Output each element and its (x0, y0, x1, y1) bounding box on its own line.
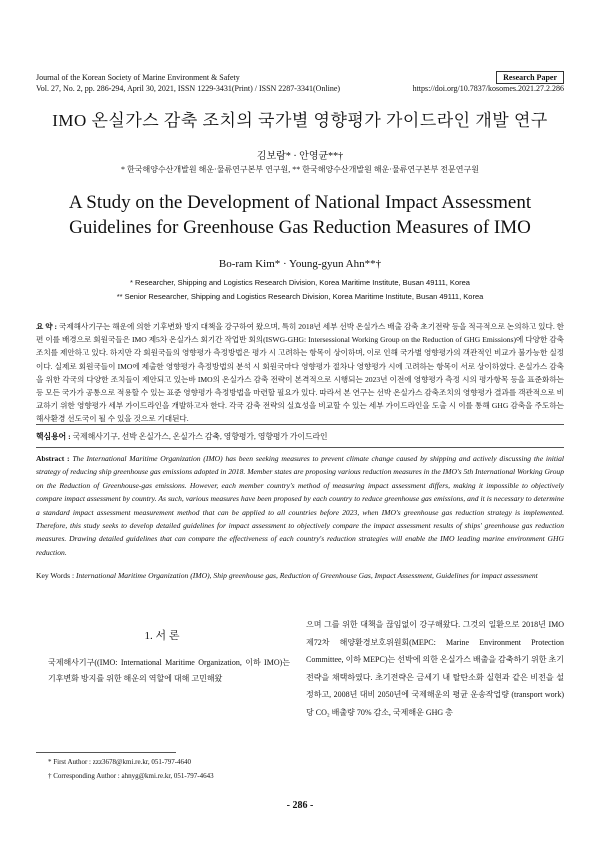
journal-name: Journal of the Korean Society of Marine Environment & Safety (36, 73, 240, 82)
korean-abstract-text: 국제해사기구는 해운에 의한 기후변화 방지 대책을 강구하여 왔으며, 특히 2018년 세부 선박 온실가스 배출 감축 초기전략 등을 적극적으로 논의하고 있다. 한편 이를 배경으로 회원국들은 IMO 제5차 온실가스 회기간 작업반 회의(ISWG-GHG: Intersessional Working Group on the Reduction of GHG Emissions)에 다양한 감축 조치를 제안하고 있다. 하지만 각 회원국들의 영향평가 측정방법은 평가 시 고려하는 항목이 상이하며, 이로 인해 국가별 영향평가의 객관적인 비교가 불가능한 실정이다. 실제로 회원국들이 IMO에 제출한 영향평가 측정방법의 분석 시 회원국마다 영향평가 절차나 영향평가 시에 고려하는 항목이 서로 상이하였다. 온실가스 감축을 위한 각국의 다양한 조치들이 제안되고 있는바 IMO의 온실가스 감축 전략이 본격적으로 시행되는 2023년 이전에 영향평가 측정 시의 평가항목 등을 표준화하는 등 모든 국가가 공통으로 적용할 수 있는 표준 영향평가 측정방법을 마련할 필요가 있다. 따라서 본 연구는 선박 온실가스 감축조치의 영향평가 결과를 객관적으로 비교하기 위한 영향평가 세부 가이드라인을 개발하고자 한다. 각국 감축 전략의 실효성을 비교할 수 있는 세부 가이드라인을 도출 시 이를 통해 GHG 감축을 주도하는 해사환경 선도국이 될 수 있을 것으로 기대된다. (36, 322, 564, 424)
footnote-corresponding-author: † Corresponding Author : ahnyg@kmi.re.kr, 051-797-4643 (48, 772, 214, 780)
doi-link[interactable]: https://doi.org/10.7837/kosomes.2021.27.2.286 (412, 84, 564, 93)
korean-keywords (36, 430, 564, 443)
footnote-divider (36, 752, 176, 753)
english-affiliation-2: ** Senior Researcher, Shipping and Logistics Research Division, Korea Maritime Institute, Busan 49111, Korea (116, 292, 484, 301)
korean-keywords-label: 핵심용어 : (36, 432, 71, 441)
english-abstract-text: The International Maritime Organization (IMO) has been seeking measures to prevent climate change caused by shipping and actively discussing the initial strategy of reducing ship greenhouse gas emissions adopted in 2018. Member states are proposing various reduction measures in the IMO's 5th International Working Group on the Reduction of Greenhouse-gas emissions. However, each member country's method of measuring impact assessment differs, making it impossible to objectively compare impact assessment by country. As such, various measures have been proposed by each country to reduce greenhouse gas emissions, and it is necessary to determine a standard impact assessment measurement method that can be applied to all countries before 2023, when IMO's greenhouse gas reduction strategy is implemented. Therefore, this study seeks to develop detailed guidelines for impact assessment to objectively compare the impact assessment results of ships' greenhouse gas reduction measures. Drawing detailed guidelines that can compare the effectiveness of each country's reduction strategies will enable the IMO leading marine environment GHG reduction. (36, 454, 564, 557)
english-affiliation-1: * Researcher, Shipping and Logistics Research Division, Korea Maritime Institute, Busan 49111, Korea (130, 278, 470, 287)
footnote-first-author: * First Author : zzz3678@kmi.re.kr, 051-797-4640 (48, 758, 192, 766)
korean-affiliations: * 한국해양수산개발원 해운·물류연구본부 연구원, ** 한국해양수산개발원 해운·물류연구본부 전문연구원 (121, 165, 479, 174)
korean-authors: 김보람* · 안영균**† (256, 151, 344, 162)
divider (36, 447, 564, 448)
english-keywords-text: International Maritime Organization (IMO), Ship greenhouse gas, Reduction of Greenhouse Gas, Impact Assessment, Guidelines for impact assessment (75, 571, 538, 580)
right-column-paragraph: 으며 그를 위한 대책을 끊임없이 강구해왔다. 그것의 일환으로 2018년 IMO 제72차 해양환경보호위원회(MEPC: Marine Environment Protection Committee, 이하 MEPC)는 선박에 의한 온실가스 배출을 감축하기 위한 초기전략을 채택하였다. 초기전략은 금세기 내 탈탄소화 실현과 같은 비전을 설정하고, 2008년 대비 2050년에 국제해운의 평균 운송작업량 (transport work)당 CO₂ 배출량 70% 감소, 국제해운 GHG 총 (306, 620, 564, 717)
divider (36, 424, 564, 425)
korean-keywords-text: 국제해사기구, 선박 온실가스, 온실가스 감축, 영향평가, 영향평가 가이드라인 (72, 432, 328, 441)
english-abstract-label: Abstract : (36, 454, 70, 463)
english-keywords (36, 569, 564, 582)
english-title: A Study on the Development of National Impact Assessment Guidelines for Greenhouse Gas Reduction Measures of IMO (68, 192, 532, 238)
page-number: - 286 - (286, 800, 314, 811)
korean-abstract-label: 요 약 : (36, 322, 58, 331)
section-title: 1. 서 론 (144, 630, 180, 642)
english-authors: Bo-ram Kim* · Young-gyun Ahn**† (218, 258, 382, 270)
research-paper-badge: Research Paper (496, 71, 564, 84)
intro-paragraph: 국제해사기구((IMO: International Maritime Organization, 이하 IMO)는 기후변화 방지를 위한 해운의 역할에 대해 고민해왔 (48, 658, 290, 683)
korean-abstract (36, 320, 564, 426)
korean-title: IMO 온실가스 감축 조치의 국가별 영향평가 가이드라인 개발 연구 (52, 111, 548, 130)
english-keywords-label: Key Words : (36, 571, 75, 580)
volume-line: Vol. 27, No. 2, pp. 286-294, April 30, 2021, ISSN 1229-3431(Print) / ISSN 2287-3341(Online) (36, 84, 341, 93)
english-abstract (36, 452, 564, 559)
